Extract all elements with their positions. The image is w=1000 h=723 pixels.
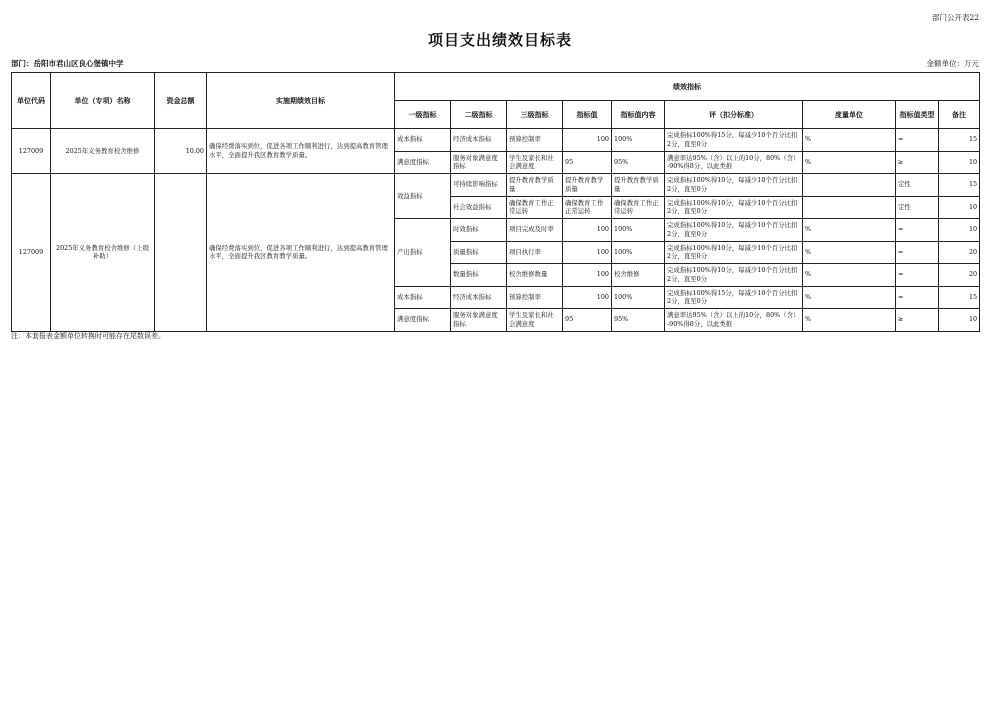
measure-unit-cell: %: [803, 129, 896, 152]
value-cell: 100: [563, 219, 612, 242]
value-cell: 95: [563, 151, 612, 174]
value-type-cell: =: [896, 241, 939, 264]
level1-cell: 满意度指标: [395, 309, 451, 332]
col-total-funds: 资金总额: [155, 73, 207, 129]
table-row: [12, 174, 980, 197]
value-content-cell: 100%: [612, 129, 665, 152]
col-measure-unit: 度量单位: [803, 101, 896, 129]
level3-cell: 学生及家长和社会满意度: [507, 309, 563, 332]
scoring-cell: 完成指标100%得10分，每减少10个百分比扣2分，直至0分: [665, 196, 803, 219]
level2-cell: 质量指标: [451, 241, 507, 264]
page-title: 项目支出绩效目标表: [427, 31, 572, 49]
col-performance-indicators: 绩效指标: [395, 73, 980, 101]
value-cell: 100: [563, 241, 612, 264]
measure-unit-cell: [803, 196, 896, 219]
scoring-cell: 完成指标100%得10分，每减少10个百分比扣2分，直至0分: [665, 241, 803, 264]
col-value-content: 指标值内容: [612, 101, 665, 129]
value-cell: 提升教育教学质量: [563, 174, 612, 197]
value-type-cell: ≥: [896, 309, 939, 332]
col-value: 指标值: [563, 101, 612, 129]
remarks-cell: 10: [939, 309, 980, 332]
value-content-cell: 确保教育工作正常运转: [612, 196, 665, 219]
value-type-cell: 定性: [896, 196, 939, 219]
scoring-cell: 完成指标100%得15分，每减少10个百分比扣2分，直至0分: [665, 286, 803, 309]
col-level3: 三级指标: [507, 101, 563, 129]
remarks-cell: 10: [939, 219, 980, 242]
col-goal: 实施期绩效目标: [207, 73, 395, 129]
scoring-cell: 完成指标100%得10分，每减少10个百分比扣2分，直至0分: [665, 264, 803, 287]
value-cell: 100: [563, 286, 612, 309]
level2-cell: 可持续影响指标: [451, 174, 507, 197]
project-name-cell: 2025年义务教育校舍维修: [51, 129, 155, 174]
scoring-cell: 完成指标100%得10分，每减少10个百分比扣2分，直至0分: [665, 219, 803, 242]
remarks-cell: 10: [939, 151, 980, 174]
value-type-cell: =: [896, 129, 939, 152]
value-type-cell: =: [896, 264, 939, 287]
goal-cell: 确保经费落实到位，促进各项工作顺利进行，达到提高教育管理水平，全面提升我区教育教学质量。: [207, 174, 395, 332]
scoring-cell: 满意率达95%（含）以上的10分，80%（含）-90%得8分，以此类推: [665, 309, 803, 332]
col-scoring: 评（扣分标准）: [665, 101, 803, 129]
measure-unit-cell: %: [803, 309, 896, 332]
level1-cell: 成本指标: [395, 129, 451, 152]
project-name-cell: 2025年义务教育校舍维修（上级补助）: [51, 174, 155, 332]
table-row: [12, 129, 980, 152]
unit-code-cell: 127009: [12, 174, 51, 332]
unit-code-cell: 127009: [12, 129, 51, 174]
level3-cell: 提升教育教学质量: [507, 174, 563, 197]
col-unit-project-name: 单位（专项）名称: [51, 73, 155, 129]
value-content-cell: 校舍维修: [612, 264, 665, 287]
level2-cell: 时效指标: [451, 219, 507, 242]
department-label: 部门：岳阳市君山区良心堡镇中学: [11, 59, 124, 68]
col-level1: 一级指标: [395, 101, 451, 129]
level3-cell: 项目完成及时率: [507, 219, 563, 242]
value-content-cell: 100%: [612, 219, 665, 242]
scoring-cell: 满意率达95%（含）以上的10分，80%（含）-90%得8分，以此类推: [665, 151, 803, 174]
footnote: 注：本套报表金额单位转换时可能存在尾数误差。: [11, 332, 165, 340]
measure-unit-cell: [803, 174, 896, 197]
funds-cell: [155, 174, 207, 332]
measure-unit-cell: %: [803, 286, 896, 309]
value-content-cell: 95%: [612, 309, 665, 332]
measure-unit-cell: %: [803, 219, 896, 242]
col-value-type: 指标值类型: [896, 101, 939, 129]
level2-cell: 经济成本指标: [451, 286, 507, 309]
level1-cell: 满意度指标: [395, 151, 451, 174]
scoring-cell: 完成指标100%得15分，每减少10个百分比扣2分，直至0分: [665, 129, 803, 152]
value-content-cell: 100%: [612, 286, 665, 309]
value-content-cell: 95%: [612, 151, 665, 174]
remarks-cell: 15: [939, 129, 980, 152]
value-type-cell: =: [896, 219, 939, 242]
level1-cell: 效益指标: [395, 174, 451, 219]
measure-unit-cell: %: [803, 151, 896, 174]
scoring-cell: 完成指标100%得10分，每减少10个百分比扣2分，直至0分: [665, 174, 803, 197]
value-type-cell: 定性: [896, 174, 939, 197]
col-level2: 二级指标: [451, 101, 507, 129]
level2-cell: 服务对象满意度指标: [451, 151, 507, 174]
performance-goals-table: [11, 72, 980, 332]
value-cell: 100: [563, 264, 612, 287]
table-number-label: 部门公开表22: [931, 13, 979, 22]
level2-cell: 服务对象满意度指标: [451, 309, 507, 332]
level3-cell: 学生及家长和社会满意度: [507, 151, 563, 174]
level3-cell: 预算控制率: [507, 286, 563, 309]
level3-cell: 项目执行率: [507, 241, 563, 264]
level2-cell: 社会效益指标: [451, 196, 507, 219]
value-cell: 确保教育工作正常运转: [563, 196, 612, 219]
goal-cell: 确保经费落实到位，促进各项工作顺利进行，达到提高教育管理水平，全面提升我区教育教学质量。: [207, 129, 395, 174]
level1-cell: 产出指标: [395, 219, 451, 287]
amount-unit-label: 金额单位：万元: [926, 59, 979, 68]
level1-cell: 成本指标: [395, 286, 451, 309]
level2-cell: 经济成本指标: [451, 129, 507, 152]
level3-cell: 预算控制率: [507, 129, 563, 152]
value-type-cell: ≥: [896, 151, 939, 174]
funds-cell: 10.00: [155, 129, 207, 174]
remarks-cell: 20: [939, 241, 980, 264]
col-unit-code: 单位代码: [12, 73, 51, 129]
value-cell: 95: [563, 309, 612, 332]
level3-cell: 确保教育工作正常运转: [507, 196, 563, 219]
remarks-cell: 15: [939, 174, 980, 197]
measure-unit-cell: %: [803, 264, 896, 287]
value-content-cell: 100%: [612, 241, 665, 264]
value-cell: 100: [563, 129, 612, 152]
level2-cell: 数量指标: [451, 264, 507, 287]
remarks-cell: 10: [939, 196, 980, 219]
remarks-cell: 20: [939, 264, 980, 287]
value-content-cell: 提升教育教学质量: [612, 174, 665, 197]
level3-cell: 校舍维修数量: [507, 264, 563, 287]
remarks-cell: 15: [939, 286, 980, 309]
col-remarks: 备注: [939, 101, 980, 129]
value-type-cell: =: [896, 286, 939, 309]
measure-unit-cell: %: [803, 241, 896, 264]
